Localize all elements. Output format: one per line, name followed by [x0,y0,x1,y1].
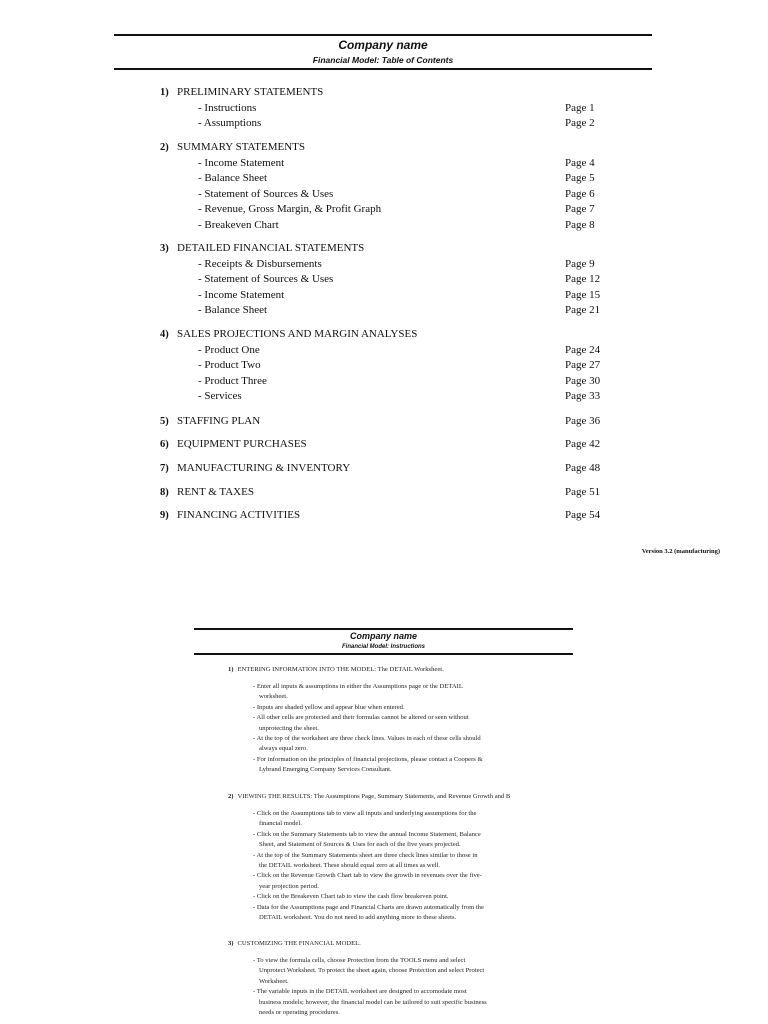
toc-item [198,101,618,117]
instr-bullet-continuation: needs or operating procedures. [259,1009,340,1016]
toc-page-ref: Page 27 [565,359,601,372]
toc-item [198,257,618,273]
instr-section-number: 2) [228,793,234,800]
toc-section-title: RENT & TAXES [177,486,254,498]
instr-bullet: - Inputs are shaded yellow and appear blue when entered. [253,703,405,711]
toc-page-ref: Page 15 [565,288,601,301]
instr-bullet: - Data for the Assumptions page and Financial Charts are drawn automatically from the [253,903,484,911]
toc-page-ref: Page 12 [565,273,601,286]
toc-page-ref: Page 7 [565,203,595,216]
toc-bottom-rule [114,68,652,70]
instr-bullet-continuation: DETAIL worksheet. You do not need to add anything more to these sheets. [259,914,457,921]
instr-bullet: - The variable inputs in the DETAIL worksheet are designed to accomodate most [253,988,467,996]
toc-item [198,116,618,132]
toc-item [198,171,618,187]
instr-section-1 [228,665,588,675]
toc-section-number: 8) [160,487,169,498]
toc-section-8 [160,485,640,501]
instr-bullet-continuation: worksheet. [259,693,288,701]
toc-item-label: - Assumptions [198,117,262,130]
toc-section-6 [160,437,640,453]
instr-bullet-continuation: year projection period. [259,882,319,890]
toc-section-number: 7) [160,463,169,474]
toc-item-label: - Product One [198,343,260,356]
toc-item [198,358,618,374]
toc-top-rule [114,34,652,36]
toc-item-label: - Services [198,390,242,403]
toc-page-ref: Page 21 [565,304,601,317]
toc-item-label: - Statement of Sources & Uses [198,187,334,200]
toc-item [198,374,618,390]
toc-page-ref: Page 24 [565,343,601,356]
toc-section-title: MANUFACTURING & INVENTORY [177,462,351,474]
instr-bullet-continuation: Worksheet. [259,977,289,985]
instr-bullet: - All other cells are protected and their formulas cannot be altered or seen without [253,714,469,722]
toc-page-ref: Page 33 [565,390,601,403]
instr-subtitle: Financial Model: Instructions [341,644,425,650]
toc-section-title: FINANCING ACTIVITIES [177,509,301,521]
toc-item-label: - Revenue, Gross Margin, & Profit Graph [198,203,382,216]
instr-bullet: - Enter all inputs & assumptions in either the Assumptions page or the DETAIL [253,683,463,690]
instr-bullet: - Click on the Summary Statements tab to view the annual Income Statement, Balance [253,830,481,838]
instr-bullet-continuation: always equal zero. [259,745,308,753]
toc-section-7 [160,461,640,477]
toc-section-9 [160,508,640,524]
toc-item-label: - Statement of Sources & Uses [198,273,334,286]
toc-page-ref: Page 48 [565,462,601,474]
toc-item [198,303,618,319]
instr-section-title: CUSTOMIZING THE FINANCIAL MODEL. [237,940,361,947]
instr-bullet-continuation: Lybrand Emerging Company Services Consultant. [259,766,392,774]
toc-item-label: - Instructions [198,101,257,114]
toc-item [198,272,618,288]
instr-section-title: ENTERING INFORMATION INTO THE MODEL: The DETAIL Worksheet. [237,666,444,673]
instr-section-2 [228,792,588,802]
toc-section-4 [160,327,640,343]
toc-item [198,288,618,304]
toc-page-ref: Page 4 [565,156,595,169]
toc-section-number: 9) [160,510,169,521]
toc-page-ref: Page 42 [565,438,601,450]
toc-item [198,218,618,234]
toc-section-number: 1) [160,87,169,98]
toc-page-ref: Page 9 [565,257,595,270]
toc-item-label: - Balance Sheet [198,304,268,317]
toc-section-number: 3) [160,243,169,254]
instr-company-name: Company name [349,631,418,641]
toc-section-2 [160,140,640,156]
toc-section-number: 2) [160,142,169,153]
instr-bullet-continuation: Sheet, and Statement of Sources & Uses for each of the five years projected. [259,841,461,849]
instr-section-3 [228,939,588,949]
toc-section-number: 6) [160,439,169,450]
instr-bullet: - At the top of the worksheet are three check lines. Values in each of these cells should [253,735,481,742]
toc-item-label: - Receipts & Disbursements [198,257,322,270]
toc-section-title: SUMMARY STATEMENTS [177,141,305,153]
instr-bullet: - Click on the Revenue Growth Chart tab to view the growth in revenues over the five- [253,872,482,880]
instr-bullet: - For information on the principles of financial projections, please contact a Coopers & [253,755,483,763]
toc-item [198,389,618,405]
instr-section-title: VIEWING THE RESULTS: The Assumptions Page, Summary Statements, and Revenue Growth and B [237,793,511,800]
toc-item-label: - Income Statement [198,288,285,301]
toc-section-title: SALES PROJECTIONS AND MARGIN ANALYSES [177,328,418,340]
version-label: Version 3.2 (manufacturing) [641,548,720,555]
toc-section-5 [160,414,640,430]
toc-section-3 [160,241,640,257]
instr-bullet: - Click on the Assumptions tab to view all inputs and underlying assumptions for the [253,810,477,817]
toc-item [198,156,618,172]
toc-item-label: - Product Three [198,374,267,387]
toc-page-ref: Page 8 [565,219,595,231]
toc-section-number: 5) [160,416,169,427]
instr-bullet-continuation: Unprotect Worksheet. To protect the sheet again, choose Protection and select Protect [259,967,485,975]
instr-top-rule [194,628,573,630]
toc-company-name: Company name [338,38,428,52]
toc-section-1 [160,85,640,101]
toc-page-ref: Page 1 [565,101,595,114]
toc-page-ref: Page 6 [565,187,595,200]
toc-section-title: DETAILED FINANCIAL STATEMENTS [177,242,365,254]
toc-page-ref: Page 30 [565,374,601,387]
instr-bullet: - To view the formula cells, choose Protection from the TOOLS menu and select [253,957,466,964]
toc-section-number: 4) [160,329,169,340]
instr-bullet-continuation: financial model. [259,820,302,828]
instr-section-number: 1) [228,666,234,673]
toc-item-label: - Breakeven Chart [198,219,279,231]
toc-page-ref: Page 2 [565,117,595,130]
toc-section-title: STAFFING PLAN [177,415,261,427]
instr-bullet: - At the top of the Summary Statements sheet are three check lines similar to those in [253,851,478,859]
toc-section-title: PRELIMINARY STATEMENTS [177,86,324,98]
toc-page-ref: Page 51 [565,486,601,498]
toc-subtitle: Financial Model: Table of Contents [312,55,454,65]
instr-bullet-continuation: business models; however, the financial model can be tailored to suit specific business [259,998,487,1006]
instr-bullet-continuation: unprotecting the sheet. [259,724,319,732]
toc-page-ref: Page 54 [565,509,601,521]
instr-bullet: - Click on the Breakeven Chart tab to view the cash flow breakeven point. [253,893,449,901]
toc-page-ref: Page 5 [565,172,595,185]
toc-item-label: - Balance Sheet [198,172,268,185]
toc-item-label: - Income Statement [198,156,285,169]
toc-item-label: - Product Two [198,359,261,372]
toc-item [198,343,618,359]
instr-bullet-continuation: the DETAIL worksheet. These should equal zero at all times as well. [259,862,440,869]
toc-section-title: EQUIPMENT PURCHASES [177,438,307,450]
instr-bottom-rule [194,653,573,655]
toc-page-ref: Page 36 [565,415,601,427]
instr-section-number: 3) [228,940,234,947]
toc-item [198,202,618,218]
toc-item [198,187,618,203]
